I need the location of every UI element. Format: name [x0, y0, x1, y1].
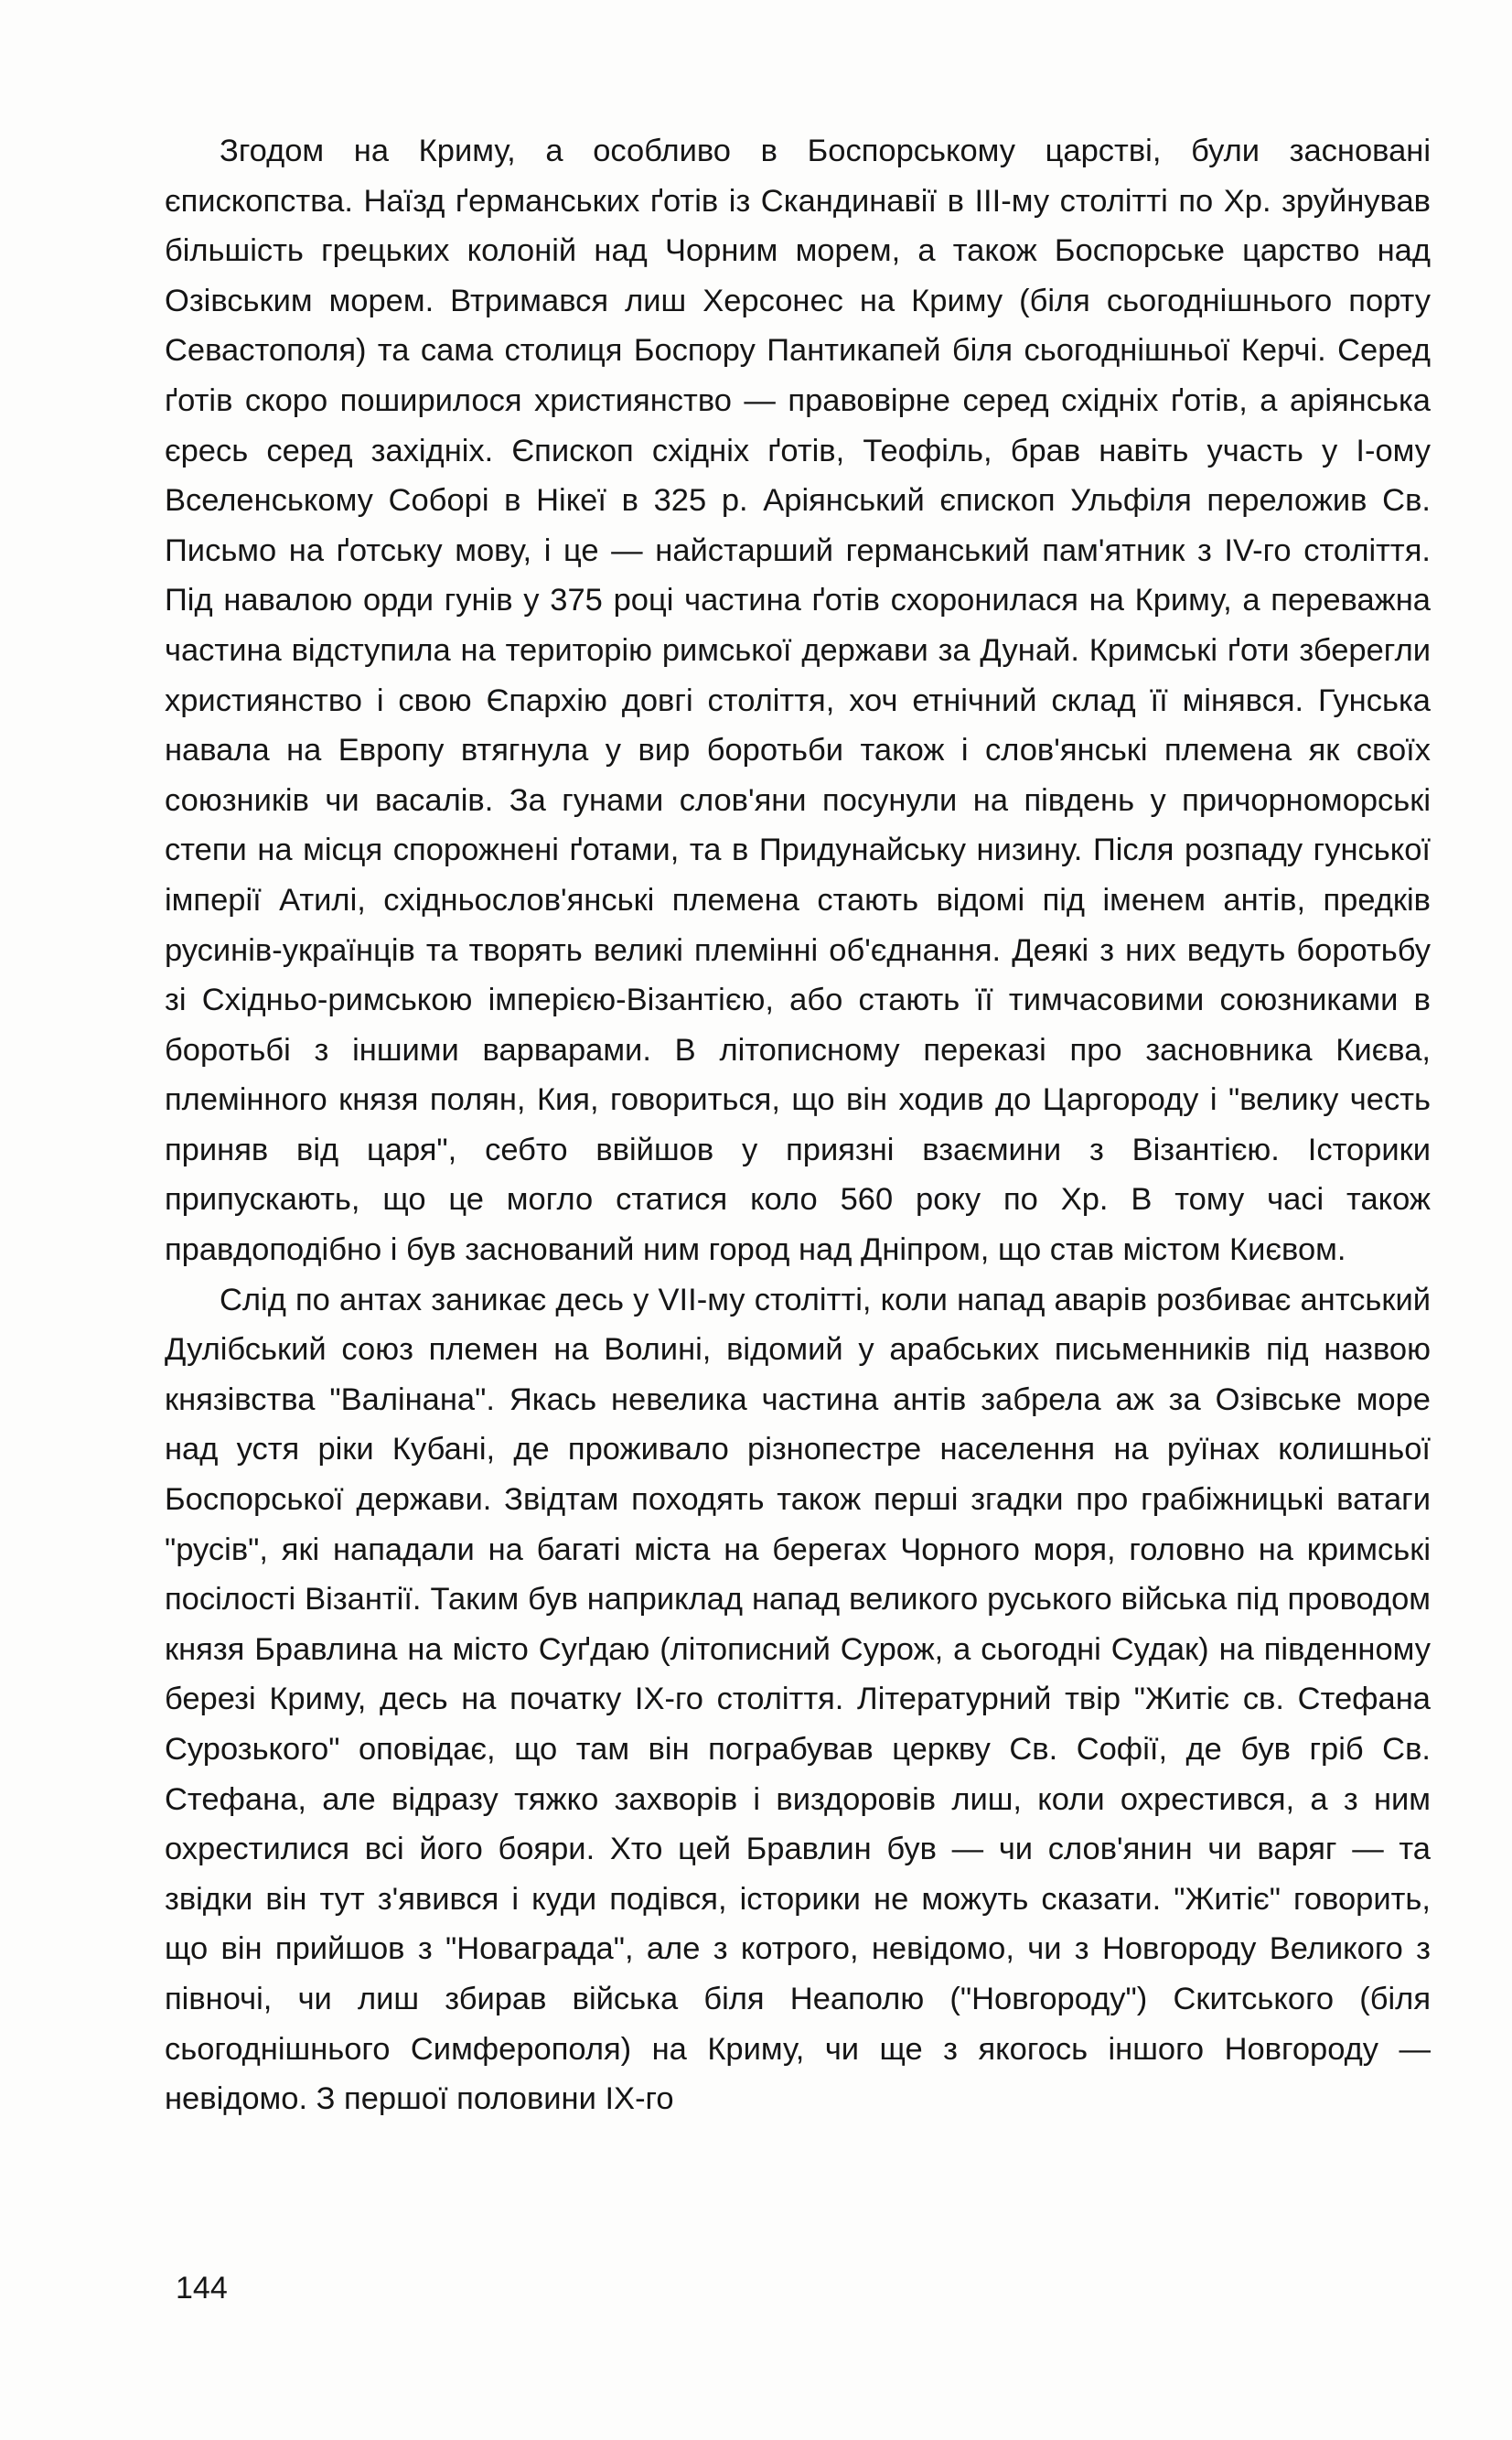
page-number: 144 [176, 2271, 228, 2306]
paragraph-1: Згодом на Криму, а особливо в Боспорському царстві, були засновані єпископства. Наїзд ґерманських ґотів із Скандинавії в III-му столітті по Хр. зруйнував більшість грецьких колоній над Чорним морем, а також Боспорське царство над Озівським морем. Втримався лиш Херсонес на Криму (біля сьогоднішнього порту Севастополя) та сама столиця Боспору Пантикапей біля сьогоднішньої Керчі. Серед ґотів скоро поширилося християнство — правовірне серед східніх ґотів, а аріянська єресь серед західніх. Єпископ східніх ґотів, Теофіль, брав навіть участь у I-ому Вселенському Соборі в Нікеї в 325 р. Аріянський єпископ Ульфіля переложив Св. Письмо на ґотську мову, і це — найстарший германський пам'ятник з IV-го століття. Під навалою орди гунів у 375 році частина ґотів схоронилася на Криму, а переважна частина відступила на територію римської держави за Дунай. Кримські ґоти зберегли християнство і свою Єпархію довгі століття, хоч етнічний склад її мінявся. Гунська навала на Европу втягнула у вир боротьби також і слов'янські племена як своїх союзників чи васалів. За гунами слов'яни посунули на південь у причорноморські степи на місця спорожнені ґотами, та в Придунайську низину. Після розпаду гунської імперії Атилі, східньослов'янські племена стають відомі під іменем антів, предків русинів-українців та творять великі племінні об'єднання. Деякі з них ведуть боротьбу зі Східньо-римською імперією-Візантією, або стають її тимчасовими союзниками в боротьбі з іншими варварами. В літописному переказі про засновника Києва, племінного князя полян, Кия, говориться, що він ходив до Царгороду і "велику честь приняв від царя", себто ввійшов у приязні взаємини з Візантією. Історики припускають, що це могло статися коло 560 року по Хр. В тому часі також правдоподібно і був заснований ним город над Дніпром, що став містом Києвом. [165, 134, 1431, 1268]
body-text [165, 126, 1431, 2124]
paragraph-2: Слід по антах заникає десь у VII-му столітті, коли напад аварів розбиває антський Дулібський союз племен на Волині, відомий у арабських письменників під назвою князівства "Валінана". Якась невелика частина антів забрела аж за Озівське море над устя ріки Кубані, де проживало різнопестре населення на руїнах колишньої Боспорської держави. Звідтам походять також перші згадки про грабіжницькі ватаги "русів", які нападали на багаті міста на берегах Чорного моря, головно на кримські посілості Візантії. Таким був наприклад напад великого руського війська під проводом князя Бравлина на місто Суґдаю (літописний Сурож, а сьогодні Судак) на південному березі Криму, десь на початку IX-го століття. Літературний твір "Житіє св. Стефана Сурозького" оповідає, що там він пограбував церкву Св. Софії, де був гріб Св. Стефана, але відразу тяжко захворів і виздоровів лиш, коли охрестився, а з ним охрестилися всі його бояри. Хто цей Бравлин був — чи слов'янин чи варяг — та звідки він тут з'явився і куди подівся, історики не можуть сказати. "Житіє" говорить, що він прийшов з "Новаграда", але з котрого, невідомо, чи з Новгороду Великого з півночі, чи лиш збирав війська біля Неаполю ("Новгороду") Скитського (біля сьогоднішнього Симферополя) на Криму, чи ще з якогось іншого Новгороду — невідомо. З першої половини IX-го [165, 1282, 1431, 2117]
